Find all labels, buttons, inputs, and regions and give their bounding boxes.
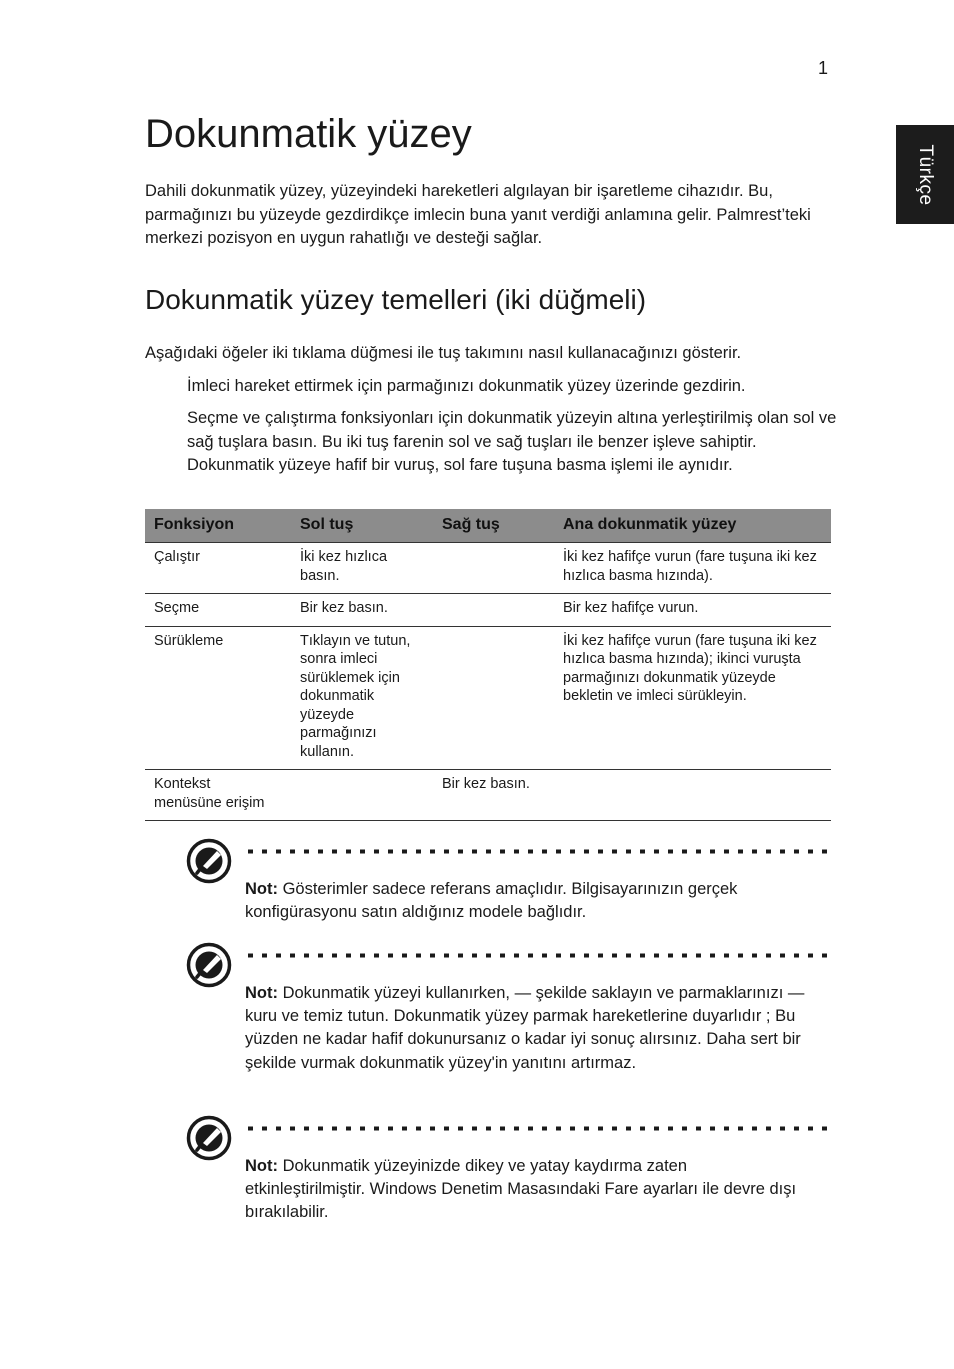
table-header-row — [145, 509, 831, 543]
table-cell — [433, 626, 554, 770]
note-text — [245, 878, 805, 924]
table-row — [145, 594, 831, 627]
function-table — [145, 509, 831, 821]
note-pen-icon — [186, 838, 232, 884]
note-divider — [246, 953, 831, 958]
note-pen-icon — [186, 942, 232, 988]
table-cell: İki kez hafifçe vurun (fare tuşuna iki kez hızlıca basma hızında); ikinci vuruşta parmağınızı dokunmatik yüzeyde bekletin ve imleci sürükleyin. — [554, 626, 831, 770]
table-cell: Seçme — [145, 594, 291, 627]
note-divider — [246, 849, 831, 854]
table-row — [145, 626, 831, 770]
table-cell: Bir kez hafifçe vurun. — [554, 594, 831, 627]
note-body: Dokunmatik yüzeyinizde dikey ve yatay kaydırma zaten etkinleştirilmiştir. Windows Denetim Masasındaki Fare ayarları ile devre dışı bırakılabilir. — [245, 1157, 797, 1222]
table-cell — [291, 770, 433, 821]
note-body: Gösterimler sadece referans amaçlıdır. Bilgisayarınızın gerçek konfigürasyonu satın aldığınız modele bağlıdır. — [245, 880, 738, 922]
table-cell: İki kez hızlıca basın. — [291, 543, 433, 594]
section-title: Dokunmatik yüzey temelleri (iki düğmeli) — [145, 284, 647, 315]
table-header-cell: Sağ tuş — [433, 509, 554, 543]
note-divider — [246, 1126, 831, 1131]
table-header-cell: Fonksiyon — [145, 509, 291, 543]
note-label: Not: — [245, 984, 278, 1002]
table-cell — [554, 770, 831, 821]
table-cell: Kontekst menüsüne erişim — [145, 770, 291, 821]
table-header-cell: Sol tuş — [291, 509, 433, 543]
bullet-item: İmleci hareket ettirmek için parmağınızı dokunmatik yüzey üzerinde gezdirin. — [187, 377, 746, 395]
page-number: 1 — [818, 58, 829, 78]
note-text — [245, 1155, 805, 1225]
page-title: Dokunmatik yüzey — [145, 112, 472, 156]
note-text — [245, 982, 805, 1075]
note-pen-icon — [186, 1115, 232, 1161]
note-label: Not: — [245, 1157, 278, 1175]
table-cell: Çalıştır — [145, 543, 291, 594]
table-cell — [433, 543, 554, 594]
table-header-cell: Ana dokunmatik yüzey — [554, 509, 831, 543]
section-lead: Aşağıdaki öğeler iki tıklama düğmesi ile tuş takımını nasıl kullanacağınızı gösterir. — [145, 344, 742, 362]
table-cell: Bir kez basın. — [433, 770, 554, 821]
intro-paragraph: Dahili dokunmatik yüzey, yüzeyindeki hareketleri algılayan bir işaretleme cihazıdır. Bu, parmağınızı bu yüzeyde gezdirdikçe imlecin buna yanıt verdiği anlamına gelir. Palmrest’teki merkezi pozisyon en uygun rahatlığı ve desteği sağlar. — [145, 182, 811, 247]
note-label: Not: — [245, 880, 278, 898]
table-cell: İki kez hafifçe vurun (fare tuşuna iki kez hızlıca basma hızında). — [554, 543, 831, 594]
table-row — [145, 770, 831, 821]
table-cell: Sürükleme — [145, 626, 291, 770]
table-cell: Tıklayın ve tutun, sonra imleci sürüklemek için dokunmatik yüzeyde parmağınızı kullanın. — [291, 626, 433, 770]
table-cell: Bir kez basın. — [291, 594, 433, 627]
language-tab-label: Türkçe — [915, 143, 936, 206]
language-side-tab — [896, 125, 954, 224]
table-row — [145, 543, 831, 594]
note-body: Dokunmatik yüzeyi kullanırken, — şekilde saklayın ve parmaklarınızı — kuru ve temiz tutun. Dokunmatik yüzey parmak hareketlerine duyarlıdır ; Bu yüzden ne kadar hafif dokunursanız o kadar iyi sonuç alırsınız. Daha sert bir şekilde vurmak dokunmatik yüzey'in yanıtını artırmaz. — [245, 984, 805, 1072]
table-cell — [433, 594, 554, 627]
bullet-item: Seçme ve çalıştırma fonksiyonları için dokunmatik yüzeyin altına yerleştirilmiş olan sol ve sağ tuşlara basın. Bu iki tuş farenin sol ve sağ tuşları ile benzer işleve sahiptir. Dokunmatik yüzeye hafif bir vuruş, sol fare tuşuna basma işlemi ile aynıdır. — [187, 409, 837, 474]
